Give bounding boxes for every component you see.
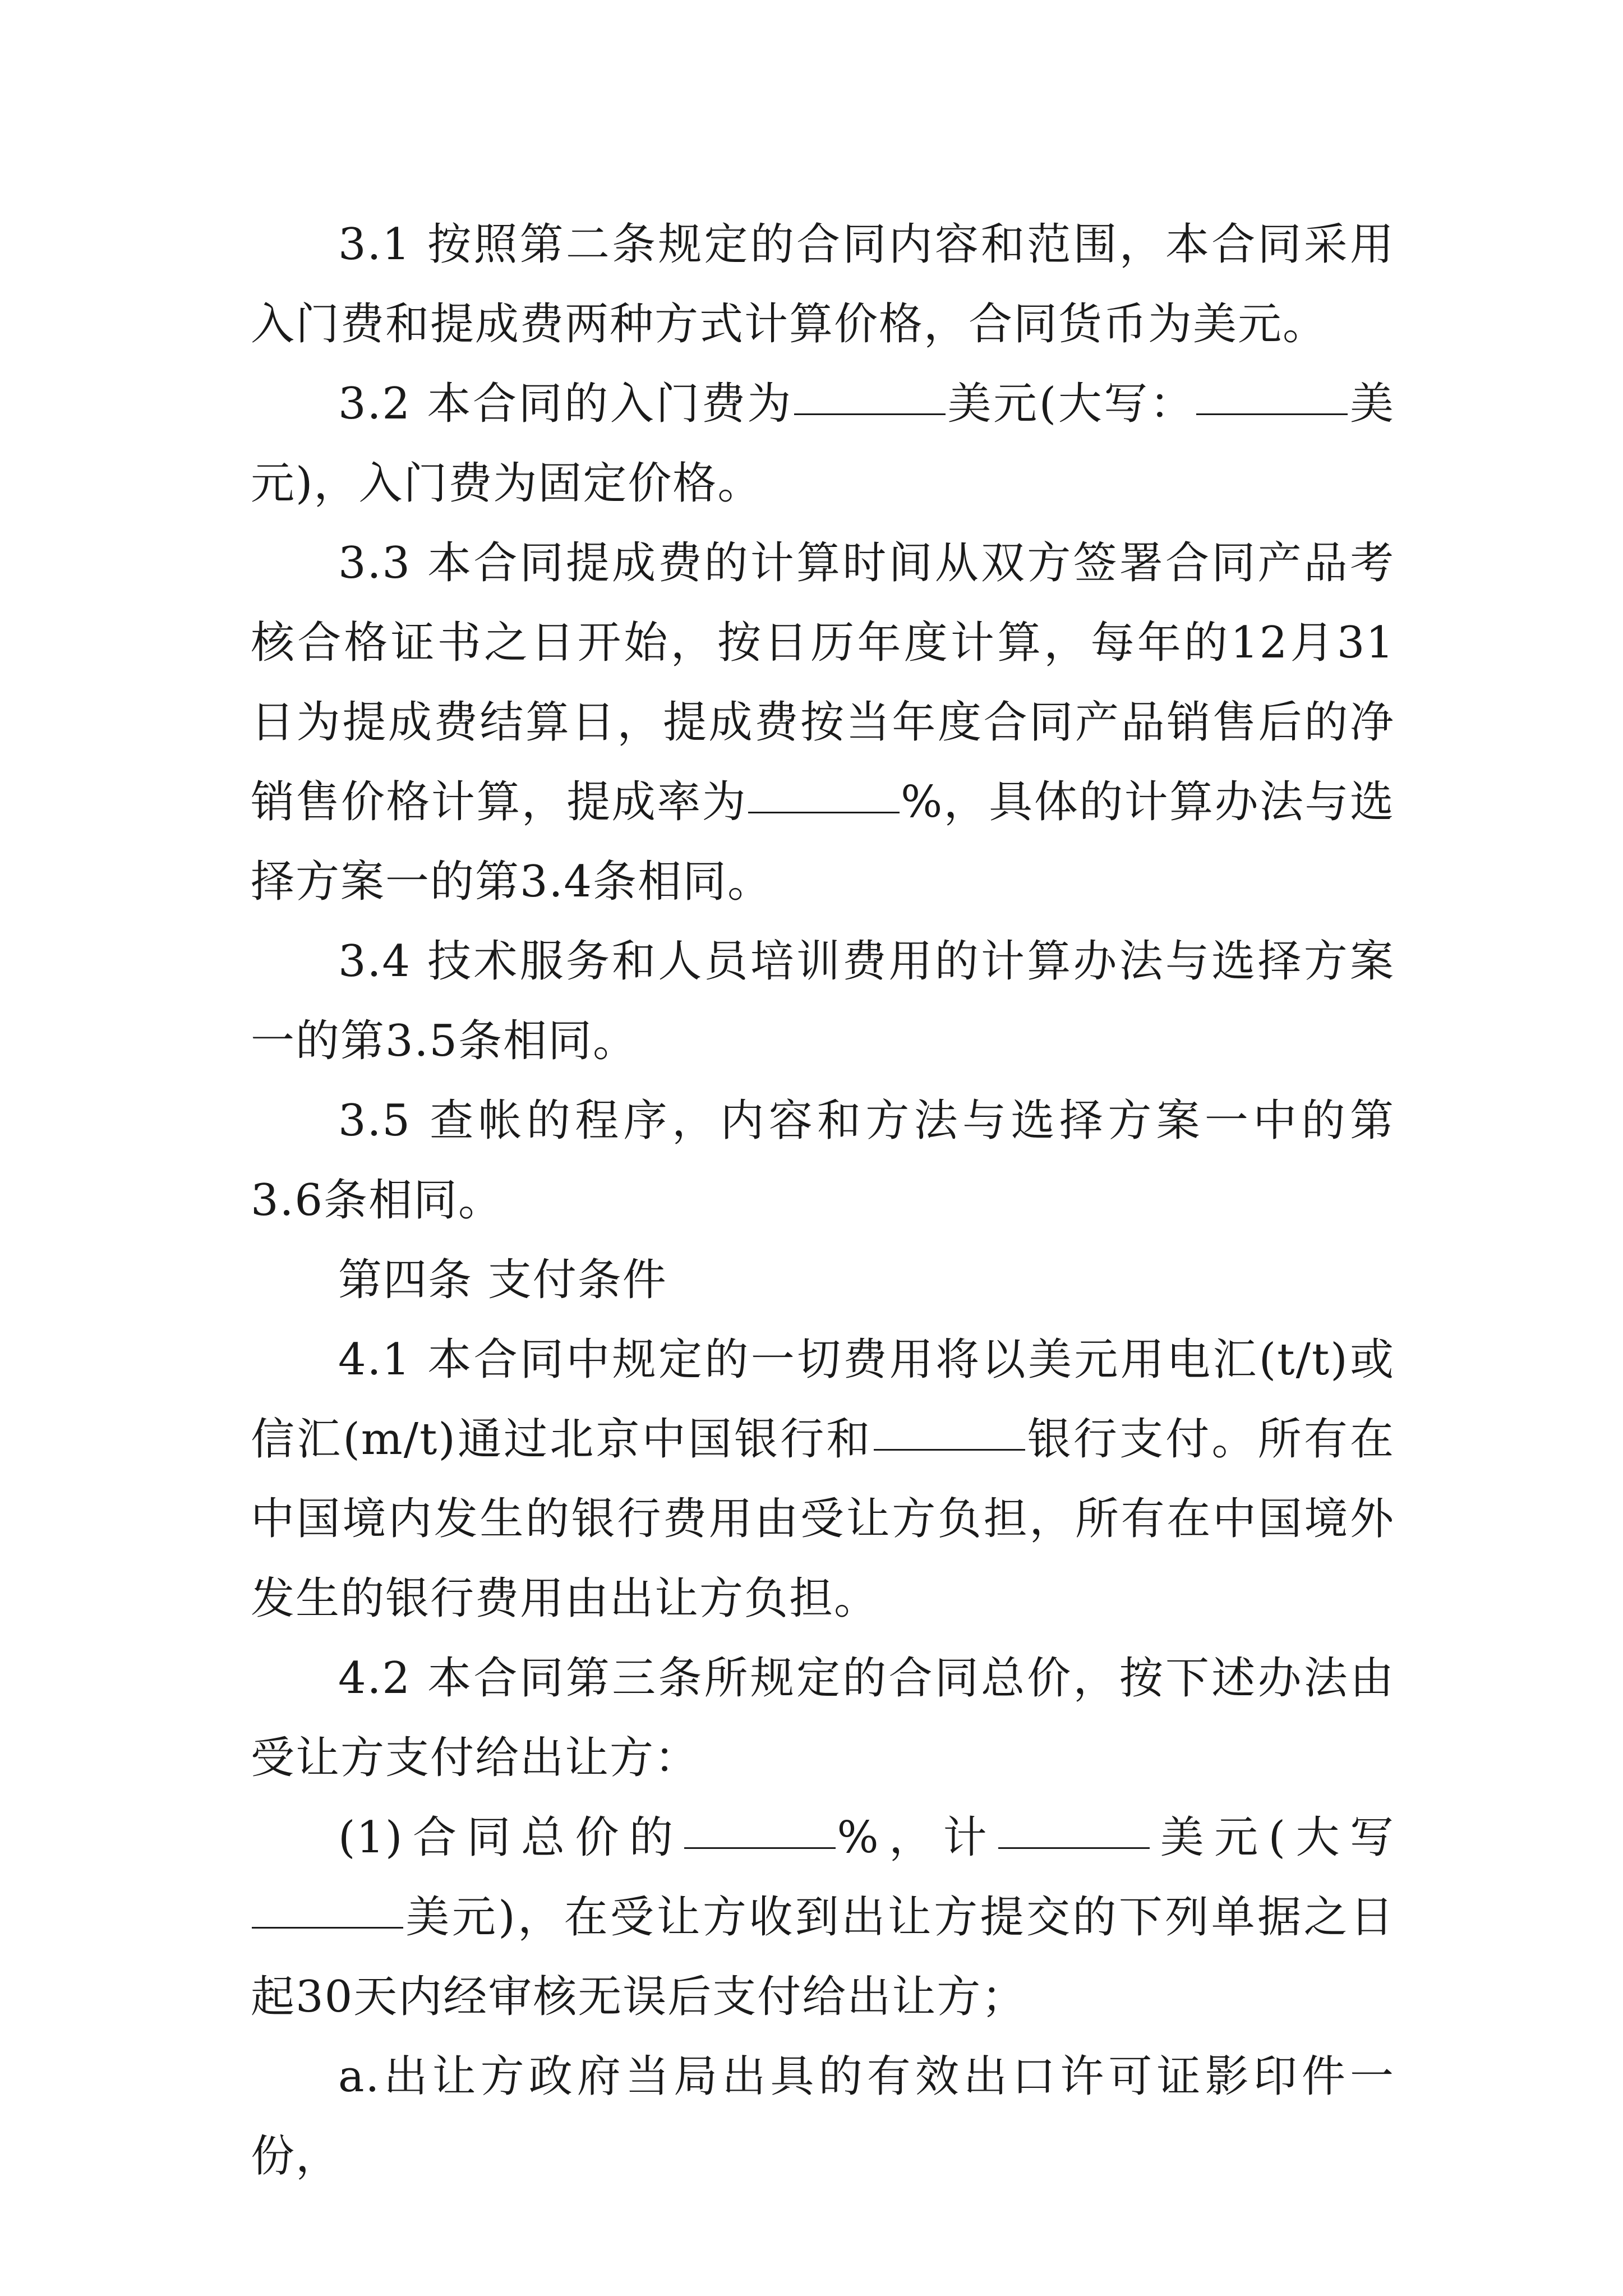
clause-3-2-text-b: 美元(大写： bbox=[946, 379, 1196, 429]
clause-3-1 bbox=[251, 205, 1395, 364]
clause-4-1-text-b: 银行支付。所有在中国境内发生的银行费用由受让方负担，所有在中国境外发生的银行费用由出让方负担。 bbox=[251, 1414, 1395, 1624]
clause-4-2-1-text-c: 美元(大写 bbox=[1151, 1812, 1395, 1863]
clause-3-4-text: 3.4 技术服务和人员培训费用的计算办法与选择方案一的第3.5条相同。 bbox=[251, 936, 1395, 1066]
clause-3-4 bbox=[251, 922, 1395, 1081]
royalty-rate-blank bbox=[748, 811, 900, 813]
clause-4-2-a-text: a.出让方政府当局出具的有效出口许可证影印件一份， bbox=[251, 2051, 1395, 2182]
amount-blank bbox=[998, 1847, 1150, 1849]
percent-blank bbox=[684, 1847, 836, 1849]
clause-4-2-1-text-b: %，计 bbox=[837, 1812, 998, 1863]
clause-4-2-1-text-a: (1)合同总价的 bbox=[338, 1812, 684, 1863]
contract-body bbox=[251, 205, 1395, 2196]
article-4-heading bbox=[251, 1240, 1395, 1320]
clause-3-2 bbox=[251, 364, 1395, 523]
clause-3-2-text-a: 3.2 本合同的入门费为 bbox=[338, 379, 793, 429]
clause-3-3-text-b: %，具体的计算办法与选择方案一的第3.4条相同。 bbox=[251, 777, 1395, 907]
clause-3-1-text: 3.1 按照第二条规定的合同内容和范围，本合同采用入门费和提成费两种方式计算价格，合同货币为美元。 bbox=[251, 219, 1395, 349]
bank-name-blank bbox=[874, 1448, 1025, 1451]
clause-4-2-1 bbox=[251, 1798, 1395, 2037]
entry-fee-blank bbox=[794, 413, 946, 415]
entry-fee-words-blank bbox=[1196, 413, 1348, 415]
clause-3-3-text-a: 3.3 本合同提成费的计算时间从双方签署合同产品考核合格证书之日开始，按日历年度计算，每年的12月31日为提成费结算日，提成费按当年度合同产品销售后的净销售价格计算，提成率为 bbox=[251, 538, 1395, 827]
article-4-title: 第四条 支付条件 bbox=[338, 1255, 667, 1305]
clause-4-1 bbox=[251, 1320, 1395, 1639]
clause-4-2-a bbox=[251, 2037, 1395, 2196]
amount-words-blank bbox=[252, 1926, 403, 1929]
clause-4-1-text-a: 4.1 本合同中规定的一切费用将以美元用电汇(t/t)或信汇(m/t)通过北京中国银行和 bbox=[251, 1335, 1395, 1465]
clause-3-5 bbox=[251, 1081, 1395, 1240]
clause-4-2-1-text-d: 美元)，在受让方收到出让方提交的下列单据之日起30天内经审核无误后支付给出让方； bbox=[251, 1892, 1395, 2022]
clause-3-5-text: 3.5 查帐的程序，内容和方法与选择方案一中的第3.6条相同。 bbox=[251, 1096, 1395, 1226]
clause-3-3 bbox=[251, 523, 1395, 922]
clause-4-2 bbox=[251, 1639, 1395, 1798]
clause-4-2-text: 4.2 本合同第三条所规定的合同总价，按下述办法由受让方支付给出让方： bbox=[251, 1653, 1395, 1783]
clause-3-2-text-c: 美元)，入门费为固定价格。 bbox=[251, 379, 1395, 509]
